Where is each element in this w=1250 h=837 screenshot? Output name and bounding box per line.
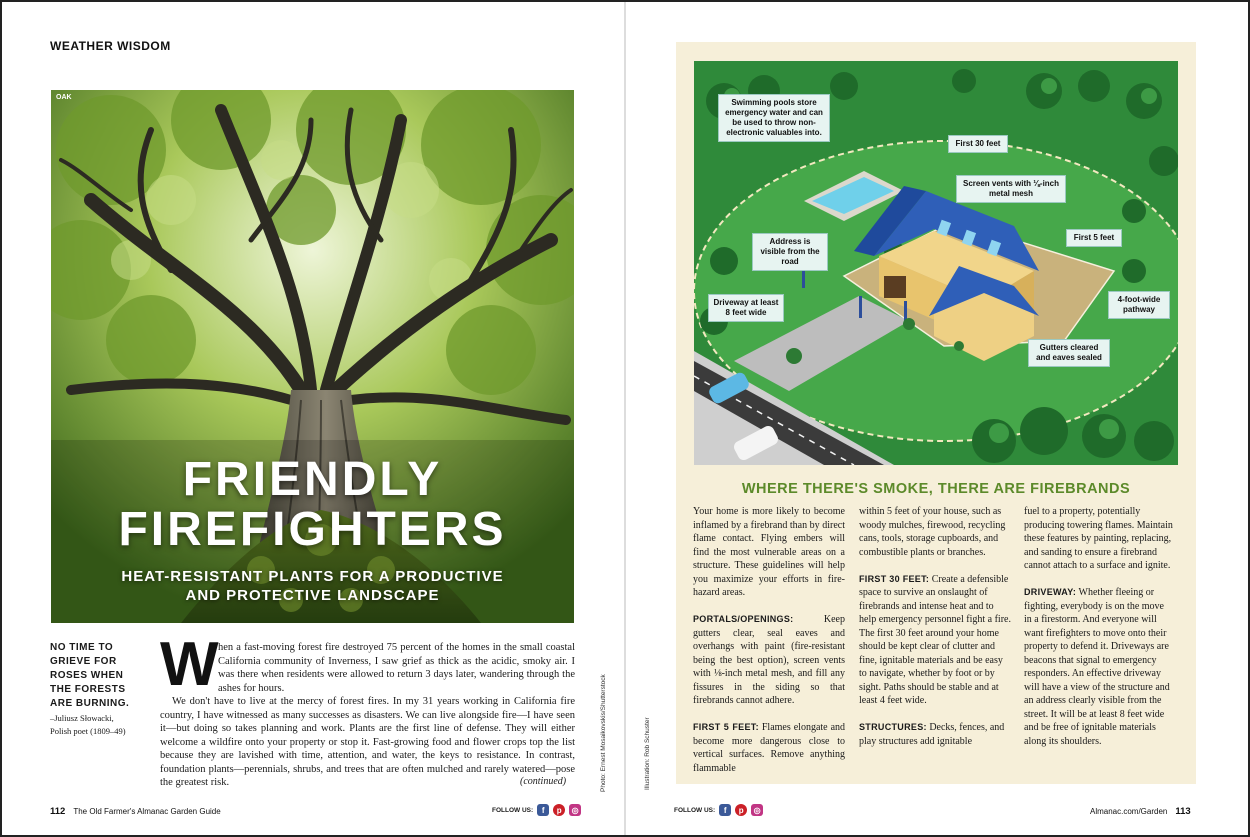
paragraph: hen a fast-moving forest fire destroyed 75 percent of the homes in the small coastal California community of Inverness, I saw grief as thick as the acidic, smoky air. I was there when residents were allowed to return 3 days later, wandering through the ashes for hours. bbox=[218, 642, 575, 694]
first-5-feet-text: Flames elongate and become more dangerous close to vertical surfaces. Remove anything flammable bbox=[693, 722, 846, 774]
illustration-credit: Illustration: Rob Schuster bbox=[644, 717, 651, 790]
pull-quote bbox=[50, 641, 145, 737]
subhead-structures: STRUCTURES: bbox=[859, 722, 927, 732]
sidebar-column-2 bbox=[859, 505, 1011, 762]
subhead-first-30-feet: FIRST 30 FEET: bbox=[859, 573, 930, 584]
sidebar-column-1 bbox=[693, 505, 845, 789]
subhead-first-5-feet: FIRST 5 FEET: bbox=[693, 722, 759, 732]
first-30-feet-text: Create a defensible space to survive an onslaught of firebrands and intense heat and to help emergency personnel fight a fire. The first 30 feet around your home should be kept clear of clutter and fine, ignitable materials and be easy to navigate, whether by foot or by sight. Paths should be stable and at least 4 feet wide. bbox=[859, 573, 1011, 706]
subhead-portals: PORTALS/OPENINGS: bbox=[693, 614, 794, 624]
intro-paragraph: Your home is more likely to become inflamed by a firebrand than by direct flame contact. Flying embers will find the most vulnerable areas on a structure. These guidelines will help you maximize your efforts in fire-hazard areas. bbox=[693, 506, 845, 598]
continued-label: (continued) bbox=[520, 776, 567, 787]
website-link[interactable]: Almanac.com/Garden bbox=[1090, 807, 1168, 816]
subhead-driveway: DRIVEWAY: bbox=[1024, 587, 1077, 597]
callout-screen-vents: Screen vents with ⅛-inch metal mesh bbox=[956, 175, 1066, 203]
article-title-line2: FIREFIGHTERS bbox=[118, 503, 507, 556]
paragraph: We don't have to live at the mercy of forest fires. In my 31 years working in California fire country, I have witnessed as many successes as disasters. We can live alongside fire—I have seen it—but doing so takes planning and work. Plants are the first line of defense. They will either welcome a wildfire onto your property or stop it. Fast-growing food and flower crops top the list because they are lavished with time, attention, and water, the keys to resistance. In contrast, foundation plants—perennials, shrubs, and trees that are often mulched and rarely watered—pose the greatest risk. bbox=[160, 696, 575, 788]
article-title-line1: FRIENDLY bbox=[182, 453, 443, 506]
facebook-icon[interactable]: f bbox=[719, 804, 731, 816]
continued-paragraph: fuel to a property, potentially producing towering flames. Maintain these features by painting, replacing, and sanding to ensure a firebrand cannot attach to a surface and ignite. bbox=[1024, 506, 1173, 571]
callout-driveway: Driveway at least 8 feet wide bbox=[708, 294, 784, 322]
page-number: 113 bbox=[1175, 806, 1191, 817]
sidebar-column-3 bbox=[1024, 505, 1174, 762]
quote-author-desc: Polish poet (1809–49) bbox=[50, 726, 126, 736]
photo-credit: Photo: Ernest Mosaikovskis/Shutterstock bbox=[600, 674, 607, 792]
hero-photo bbox=[51, 90, 574, 623]
page-number: 112 bbox=[50, 806, 66, 817]
portals-text: Keep gutters clear, seal eaves and overhangs with paint (fire-resistant being the best option), screen vents with ⅛-inch metal mesh, and fill any fissures in the siding so that firebrands cannot adhere. bbox=[693, 614, 845, 706]
section-tag: WEATHER WISDOM bbox=[50, 39, 171, 53]
sidebar-heading: WHERE THERE'S SMOKE, THERE ARE FIREBRANDS bbox=[741, 481, 1131, 497]
article-body bbox=[160, 641, 575, 790]
fire-safe-home-illustration bbox=[694, 61, 1178, 465]
pinterest-icon[interactable]: p bbox=[735, 804, 747, 816]
callout-first-5-feet: First 5 feet bbox=[1066, 229, 1122, 247]
pinterest-icon[interactable]: p bbox=[553, 804, 565, 816]
right-footer bbox=[1090, 806, 1199, 817]
continued-paragraph: within 5 feet of your house, such as woody mulches, firewood, recycling cans, tools, storage cupboards, and combustible plants or branches. bbox=[859, 506, 1006, 558]
article-subtitle-line2: AND PROTECTIVE LANDSCAPE bbox=[185, 587, 440, 604]
page-gutter bbox=[624, 2, 626, 835]
quote-line: ARE BURNING. bbox=[50, 698, 130, 709]
quote-line: NO TIME TO bbox=[50, 642, 114, 653]
follow-label: FOLLOW US: bbox=[674, 806, 716, 814]
facebook-icon[interactable]: f bbox=[537, 804, 549, 816]
callout-first-30-feet: First 30 feet bbox=[948, 135, 1008, 153]
quote-line: THE FORESTS bbox=[50, 684, 126, 695]
follow-label: FOLLOW US: bbox=[492, 806, 534, 814]
callout-address: Address is visible from the road bbox=[752, 233, 828, 271]
callout-gutters: Gutters cleared and eaves sealed bbox=[1028, 339, 1110, 367]
callout-pools: Swimming pools store emergency water and can be used to throw non-electronic valuables into. bbox=[718, 94, 830, 142]
structures-text: Decks, fences, and play structures add ignitable bbox=[859, 722, 1005, 747]
callout-pathway: 4-foot-wide pathway bbox=[1108, 291, 1170, 319]
quote-line: ROSES WHEN bbox=[50, 670, 124, 681]
publication-title: The Old Farmer's Almanac Garden Guide bbox=[73, 807, 221, 816]
social-follow-right bbox=[674, 804, 763, 816]
article-subtitle-line1: HEAT-RESISTANT PLANTS FOR A PRODUCTIVE bbox=[121, 568, 504, 585]
quote-line: GRIEVE FOR bbox=[50, 656, 117, 667]
instagram-icon[interactable]: ◎ bbox=[751, 804, 763, 816]
social-follow bbox=[492, 804, 581, 816]
instagram-icon[interactable]: ◎ bbox=[569, 804, 581, 816]
drop-cap: W bbox=[160, 630, 219, 699]
quote-author: –Juliusz Słowacki, bbox=[50, 713, 114, 723]
photo-caption: OAK bbox=[56, 94, 72, 101]
left-footer bbox=[50, 806, 221, 817]
driveway-text: Whether fleeing or fighting, everybody is on the move in a firestorm. And everyone will want firefighters to move onto their property to defend it. Driveways are beacons that signal to emergency responders. An effective driveway will have a view of the structure and an address clearly visible from the street. It will be at least 8 feet wide and be free of ignitable materials along its shoulders. bbox=[1024, 587, 1170, 747]
